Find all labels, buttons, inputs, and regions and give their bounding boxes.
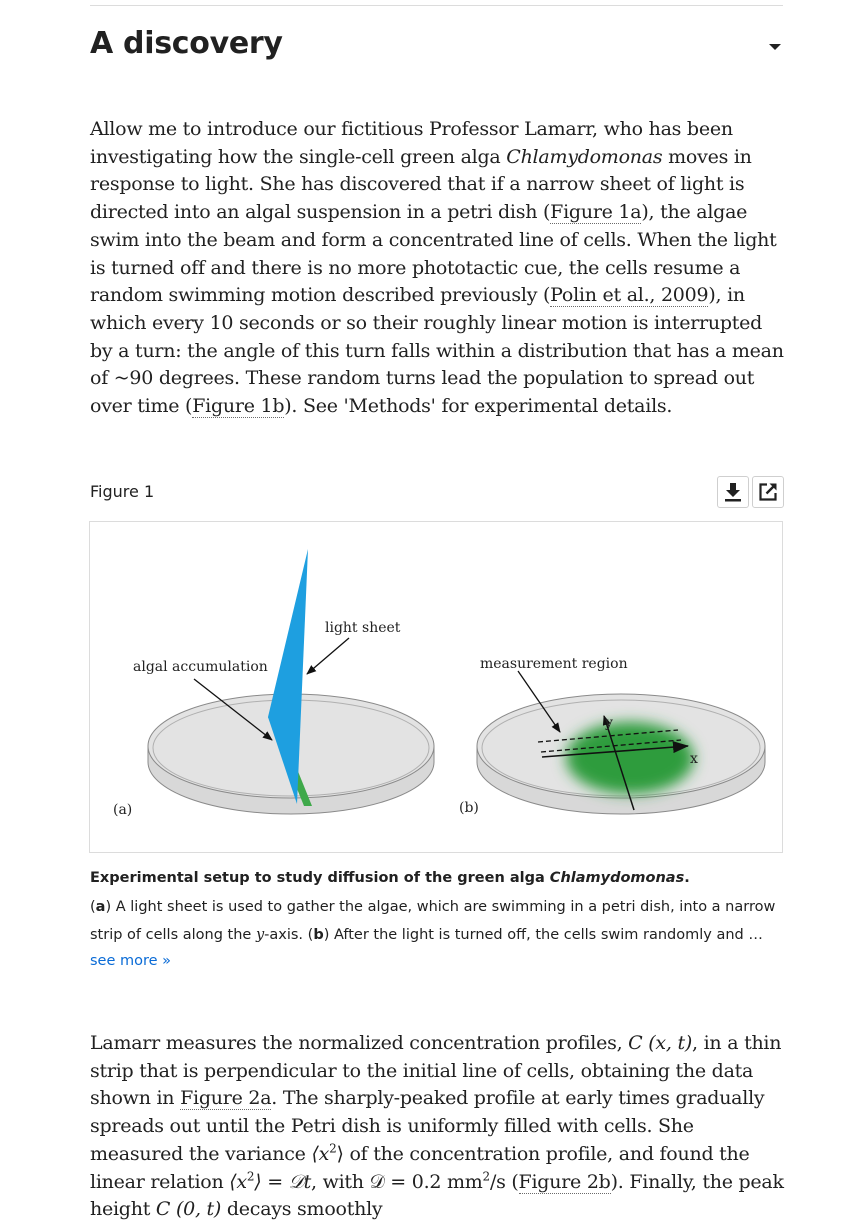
label-algal-accumulation: algal accumulation	[133, 659, 268, 675]
variance-close: ⟩	[336, 1142, 344, 1165]
species-name: Chlamydomonas	[506, 145, 663, 168]
para2-text-2: , in a thin strip that is perpendicular to the initial line of cells, obtaining the data shown in	[90, 1032, 782, 1110]
linear-relation	[229, 1171, 311, 1193]
panel-a-label: (a)	[113, 802, 133, 818]
para1-text-2: moves in response to light. She has discovered that if a narrow sheet of light is directed into an algal suspension in a petri dish (	[90, 145, 752, 224]
panel-b-label: (b)	[459, 800, 479, 816]
label-light-sheet: light sheet	[325, 620, 401, 636]
para2-text-1: Lamarr measures the normalized concentration profiles,	[90, 1032, 629, 1054]
caption-text-3: ) After the light is turned off, the cells swim randomly and …	[323, 926, 763, 943]
relation-exponent: 2	[246, 1169, 255, 1184]
open-external-button[interactable]	[752, 476, 784, 508]
para2-text-8: decays smoothly	[221, 1198, 383, 1221]
concentration-profile: C (x, t)	[628, 1032, 693, 1054]
diffusion-number: 𝒟 = 0.2 mm	[369, 1170, 483, 1193]
para2-text-4: of the concentration profile, and found the linear relation	[90, 1142, 750, 1193]
para2-text-6: (	[505, 1170, 519, 1193]
diffusion-unit: /s	[489, 1170, 506, 1193]
figure-caption	[90, 894, 790, 949]
figure-1b-link[interactable]: Figure 1b	[192, 395, 285, 418]
caption-y-variable: y	[255, 926, 265, 943]
see-more-link[interactable]: see more »	[90, 953, 172, 969]
caption-text-2: -axis. (	[264, 926, 314, 943]
axis-x-label: x	[690, 751, 698, 767]
paragraph-measurements	[90, 1030, 790, 1224]
relation-open: ⟨x	[229, 1170, 247, 1193]
caption-panel-b: b	[313, 926, 324, 943]
relation-rest: ⟩ = 𝒟t	[254, 1170, 311, 1193]
caption-title-suffix: .	[684, 870, 690, 886]
download-button[interactable]	[717, 476, 749, 508]
variance-open: ⟨x	[311, 1142, 330, 1165]
para1-text-5: ). See 'Methods' for experimental details.	[284, 395, 673, 418]
variance-expression	[311, 1143, 343, 1165]
label-measurement-region: measurement region	[480, 656, 628, 672]
figure-label: Figure 1	[90, 482, 155, 501]
caret-down-icon[interactable]	[769, 44, 781, 50]
light-arrow	[307, 638, 349, 674]
algae-spread	[566, 722, 694, 794]
figure-caption-title	[90, 867, 690, 889]
paragraph-intro	[90, 116, 790, 421]
figure-image[interactable]	[89, 521, 783, 853]
caption-title-prefix: Experimental setup to study diffusion of the green alga	[90, 870, 550, 886]
caption-open-a: (	[90, 899, 96, 915]
diffusion-exponent: 2	[482, 1169, 490, 1184]
para2-text-3: . The sharply-peaked profile at early times gradually spreads out until the Petri dish is uniformly filled with cells. She measured the variance	[90, 1087, 765, 1165]
polin-citation-link[interactable]: Polin et al., 2009	[550, 284, 709, 307]
caption-text-1: ) A light sheet is used to gather the algae, which are swimming in a petri dish, into a narrow strip of cells along the	[90, 899, 776, 943]
axis-y-label: y	[605, 715, 613, 731]
figure-illustration	[90, 522, 784, 854]
caption-panel-a: a	[95, 899, 106, 915]
download-icon	[723, 482, 743, 502]
para1-text-1: Allow me to introduce our fictitious Professor Lamarr, who has been investigating how the single-cell green alga	[90, 118, 733, 168]
open-external-icon	[758, 482, 778, 502]
section-divider	[90, 5, 783, 6]
figure-1a-link[interactable]: Figure 1a	[550, 201, 642, 224]
para1-text-3: ), the algae swim into the beam and form a concentrated line of cells. When the light is turned off and there is no more phototactic cue, the cells resume a random swimming motion described previously (	[90, 201, 777, 307]
caption-title-species: Chlamydomonas	[549, 870, 685, 886]
figure-2a-link[interactable]: Figure 2a	[180, 1087, 272, 1110]
para2-text-5: , with	[311, 1170, 370, 1193]
variance-exponent: 2	[329, 1141, 337, 1156]
para1-text-4: ), in which every 10 seconds or so their roughly linear motion is interrupted by a turn: the angle of this turn falls within a distribution that has a mean of ~90 degrees. These random turns lead the population to spread out over time (	[90, 284, 784, 418]
peak-height: C (0, t)	[155, 1198, 222, 1221]
figure-2b-link[interactable]: Figure 2b	[518, 1170, 611, 1193]
section-title: A discovery	[90, 26, 283, 61]
diffusion-value	[370, 1171, 506, 1193]
para2-text-7: ). Finally, the peak height	[90, 1170, 784, 1221]
